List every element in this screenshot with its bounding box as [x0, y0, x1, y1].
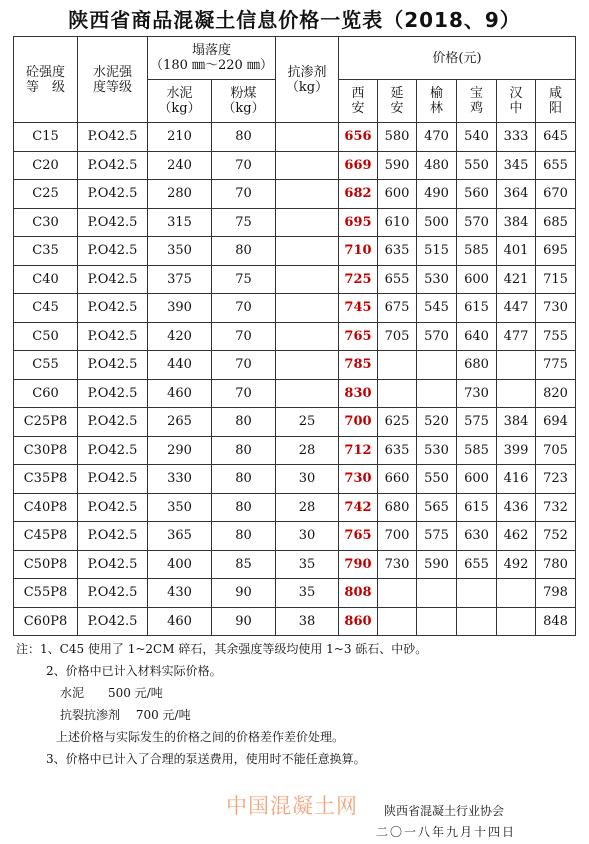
note-line: 注：1、C45 使用了 1~2CM 碎石，其余强度等级均使用 1~3 砾石、中砂。 — [16, 642, 428, 656]
issue-date: 二〇一八年九月十四日 — [376, 825, 517, 839]
price-hanzhong-cell: 364 — [497, 180, 536, 209]
admixture-cell — [276, 123, 339, 152]
price-baoji-cell: 570 — [457, 208, 497, 237]
cement-grade-cell: P.O42.5 — [78, 379, 148, 408]
price-xianyang-cell: 732 — [536, 493, 576, 522]
cement-cell: 420 — [148, 322, 212, 351]
flyash-cell: 75 — [212, 208, 276, 237]
price-yanan-cell: 680 — [378, 493, 417, 522]
price-yulin-cell: 480 — [417, 151, 457, 180]
price-yanan-cell: 635 — [378, 436, 417, 465]
flyash-cell: 70 — [212, 351, 276, 380]
header-city-hanzhong: 汉 中 — [497, 80, 536, 123]
price-yanan-cell: 705 — [378, 322, 417, 351]
header-city-yanan: 延 安 — [378, 80, 417, 123]
grade-cell: C60 — [14, 379, 78, 408]
admixture-cell: 25 — [276, 408, 339, 437]
price-yanan-cell: 635 — [378, 237, 417, 266]
price-yulin-cell: 515 — [417, 237, 457, 266]
grade-cell: C60P8 — [14, 607, 78, 636]
grade-cell: C15 — [14, 123, 78, 152]
price-yulin-cell: 520 — [417, 408, 457, 437]
cement-grade-cell: P.O42.5 — [78, 550, 148, 579]
cement-cell: 350 — [148, 493, 212, 522]
price-xian-cell: 830 — [339, 379, 378, 408]
grade-cell: C25P8 — [14, 408, 78, 437]
cement-cell: 350 — [148, 237, 212, 266]
price-xian-cell: 765 — [339, 522, 378, 551]
price-hanzhong-cell — [497, 579, 536, 608]
price-xianyang-cell: 780 — [536, 550, 576, 579]
price-xianyang-cell: 645 — [536, 123, 576, 152]
cement-grade-cell: P.O42.5 — [78, 294, 148, 323]
flyash-cell: 80 — [212, 465, 276, 494]
flyash-cell: 70 — [212, 294, 276, 323]
price-yulin-cell — [417, 351, 457, 380]
price-hanzhong-cell — [497, 351, 536, 380]
price-xian-cell: 669 — [339, 151, 378, 180]
price-yanan-cell — [378, 579, 417, 608]
admixture-cell — [276, 265, 339, 294]
header-city-xian: 西 安 — [339, 80, 378, 123]
price-baoji-cell — [457, 579, 497, 608]
flyash-cell: 70 — [212, 151, 276, 180]
grade-cell: C45P8 — [14, 522, 78, 551]
grade-cell: C35P8 — [14, 465, 78, 494]
price-yulin-cell: 545 — [417, 294, 457, 323]
cement-grade-cell: P.O42.5 — [78, 522, 148, 551]
price-yulin-cell: 470 — [417, 123, 457, 152]
admixture-cell — [276, 351, 339, 380]
admixture-cell — [276, 151, 339, 180]
cement-grade-cell: P.O42.5 — [78, 607, 148, 636]
header-slump: 塌落度 （180 ㎜～220 ㎜） — [148, 37, 276, 80]
price-baoji-cell: 615 — [457, 294, 497, 323]
grade-cell: C45 — [14, 294, 78, 323]
flyash-cell: 85 — [212, 550, 276, 579]
price-yanan-cell: 600 — [378, 180, 417, 209]
price-baoji-cell: 575 — [457, 408, 497, 437]
price-hanzhong-cell: 345 — [497, 151, 536, 180]
table-row — [14, 550, 576, 579]
price-xian-cell: 730 — [339, 465, 378, 494]
cement-grade-cell: P.O42.5 — [78, 265, 148, 294]
grade-cell: C20 — [14, 151, 78, 180]
price-yulin-cell — [417, 579, 457, 608]
admixture-cell — [276, 237, 339, 266]
cement-cell: 375 — [148, 265, 212, 294]
organization: 陕西省混凝土行业协会 — [384, 804, 505, 818]
cement-grade-cell: P.O42.5 — [78, 123, 148, 152]
cement-cell: 240 — [148, 151, 212, 180]
table-row — [14, 294, 576, 323]
price-xianyang-cell: 820 — [536, 379, 576, 408]
price-yulin-cell: 575 — [417, 522, 457, 551]
flyash-cell: 75 — [212, 265, 276, 294]
price-yanan-cell — [378, 351, 417, 380]
flyash-cell: 70 — [212, 322, 276, 351]
table-row — [14, 151, 576, 180]
grade-cell: C55P8 — [14, 579, 78, 608]
price-table — [13, 36, 576, 636]
grade-cell: C30 — [14, 208, 78, 237]
price-hanzhong-cell — [497, 607, 536, 636]
flyash-cell: 80 — [212, 237, 276, 266]
price-xian-cell: 742 — [339, 493, 378, 522]
cement-cell: 330 — [148, 465, 212, 494]
price-xian-cell: 785 — [339, 351, 378, 380]
price-baoji-cell: 730 — [457, 379, 497, 408]
price-hanzhong-cell: 384 — [497, 408, 536, 437]
price-xianyang-cell: 723 — [536, 465, 576, 494]
cement-grade-cell: P.O42.5 — [78, 351, 148, 380]
cement-cell: 390 — [148, 294, 212, 323]
price-xianyang-cell: 798 — [536, 579, 576, 608]
price-yulin-cell — [417, 607, 457, 636]
table-row — [14, 522, 576, 551]
price-xian-cell: 682 — [339, 180, 378, 209]
cement-grade-cell: P.O42.5 — [78, 180, 148, 209]
price-xianyang-cell: 848 — [536, 607, 576, 636]
admixture-cell: 35 — [276, 550, 339, 579]
cement-cell: 430 — [148, 579, 212, 608]
cement-cell: 290 — [148, 436, 212, 465]
note-line: 抗裂抗渗剂 700 元/吨 — [60, 708, 191, 722]
header-cement: 水泥 （kg） — [148, 80, 212, 123]
cement-cell: 365 — [148, 522, 212, 551]
price-hanzhong-cell — [497, 379, 536, 408]
flyash-cell: 80 — [212, 123, 276, 152]
notes — [16, 638, 576, 770]
note-line: 水泥 500 元/吨 — [60, 686, 163, 700]
price-yulin-cell: 530 — [417, 265, 457, 294]
price-hanzhong-cell: 462 — [497, 522, 536, 551]
table-row — [14, 265, 576, 294]
cement-cell: 460 — [148, 607, 212, 636]
table-row — [14, 237, 576, 266]
price-xianyang-cell: 695 — [536, 237, 576, 266]
cement-grade-cell: P.O42.5 — [78, 151, 148, 180]
price-yanan-cell: 660 — [378, 465, 417, 494]
price-yanan-cell: 625 — [378, 408, 417, 437]
table-row — [14, 180, 576, 209]
admixture-cell — [276, 322, 339, 351]
table-row — [14, 607, 576, 636]
price-xian-cell: 745 — [339, 294, 378, 323]
price-xianyang-cell: 715 — [536, 265, 576, 294]
price-yanan-cell: 700 — [378, 522, 417, 551]
table-row — [14, 408, 576, 437]
grade-cell: C55 — [14, 351, 78, 380]
price-hanzhong-cell: 447 — [497, 294, 536, 323]
flyash-cell: 80 — [212, 436, 276, 465]
cement-grade-cell: P.O42.5 — [78, 408, 148, 437]
admixture-cell: 35 — [276, 579, 339, 608]
price-xianyang-cell: 655 — [536, 151, 576, 180]
price-yulin-cell: 550 — [417, 465, 457, 494]
price-hanzhong-cell: 416 — [497, 465, 536, 494]
price-yanan-cell: 730 — [378, 550, 417, 579]
grade-cell: C40P8 — [14, 493, 78, 522]
price-hanzhong-cell: 384 — [497, 208, 536, 237]
price-hanzhong-cell: 421 — [497, 265, 536, 294]
cement-grade-cell: P.O42.5 — [78, 208, 148, 237]
price-xianyang-cell: 752 — [536, 522, 576, 551]
price-yanan-cell: 580 — [378, 123, 417, 152]
note-line: 3、价格中已计入了合理的泵送费用，使用时不能任意换算。 — [46, 752, 366, 766]
price-xian-cell: 860 — [339, 607, 378, 636]
price-xianyang-cell: 730 — [536, 294, 576, 323]
price-hanzhong-cell: 399 — [497, 436, 536, 465]
price-baoji-cell: 585 — [457, 237, 497, 266]
price-hanzhong-cell: 477 — [497, 322, 536, 351]
cement-grade-cell: P.O42.5 — [78, 237, 148, 266]
price-baoji-cell: 585 — [457, 436, 497, 465]
price-baoji-cell: 655 — [457, 550, 497, 579]
price-baoji-cell: 540 — [457, 123, 497, 152]
cement-grade-cell: P.O42.5 — [78, 465, 148, 494]
price-xianyang-cell: 755 — [536, 322, 576, 351]
note-line: 上述价格与实际发生的价格之间的价格差作差价处理。 — [56, 730, 345, 744]
admixture-cell — [276, 180, 339, 209]
price-yanan-cell: 610 — [378, 208, 417, 237]
price-baoji-cell: 600 — [457, 265, 497, 294]
price-xian-cell: 790 — [339, 550, 378, 579]
price-xianyang-cell: 670 — [536, 180, 576, 209]
page-title: 陕西省商品混凝土信息价格一览表（2018、9） — [68, 8, 521, 32]
price-baoji-cell: 680 — [457, 351, 497, 380]
flyash-cell: 80 — [212, 522, 276, 551]
watermark: 中国混凝土网 — [226, 794, 358, 818]
flyash-cell: 90 — [212, 607, 276, 636]
admixture-cell — [276, 294, 339, 323]
table-row — [14, 379, 576, 408]
price-yulin-cell: 570 — [417, 322, 457, 351]
price-xianyang-cell: 705 — [536, 436, 576, 465]
grade-cell: C50P8 — [14, 550, 78, 579]
price-xian-cell: 712 — [339, 436, 378, 465]
cement-cell: 265 — [148, 408, 212, 437]
grade-cell: C25 — [14, 180, 78, 209]
price-baoji-cell: 630 — [457, 522, 497, 551]
price-yanan-cell: 655 — [378, 265, 417, 294]
price-yanan-cell — [378, 379, 417, 408]
flyash-cell: 80 — [212, 493, 276, 522]
flyash-cell: 90 — [212, 579, 276, 608]
price-xian-cell: 808 — [339, 579, 378, 608]
cement-grade-cell: P.O42.5 — [78, 436, 148, 465]
cement-cell: 210 — [148, 123, 212, 152]
table-row — [14, 436, 576, 465]
price-hanzhong-cell: 492 — [497, 550, 536, 579]
admixture-cell: 28 — [276, 493, 339, 522]
flyash-cell: 70 — [212, 379, 276, 408]
header-city-baoji: 宝 鸡 — [457, 80, 497, 123]
grade-cell: C40 — [14, 265, 78, 294]
header-city-yulin: 榆 林 — [417, 80, 457, 123]
admixture-cell: 38 — [276, 607, 339, 636]
price-yulin-cell — [417, 379, 457, 408]
price-xian-cell: 656 — [339, 123, 378, 152]
header-price: 价格(元) — [339, 37, 576, 80]
table-row — [14, 322, 576, 351]
cement-grade-cell: P.O42.5 — [78, 579, 148, 608]
table-row — [14, 208, 576, 237]
cement-cell: 460 — [148, 379, 212, 408]
price-baoji-cell: 600 — [457, 465, 497, 494]
header-city-xianyang: 咸 阳 — [536, 80, 576, 123]
price-xian-cell: 695 — [339, 208, 378, 237]
cement-cell: 440 — [148, 351, 212, 380]
price-yanan-cell — [378, 607, 417, 636]
cement-cell: 400 — [148, 550, 212, 579]
price-baoji-cell: 640 — [457, 322, 497, 351]
price-yanan-cell: 590 — [378, 151, 417, 180]
cement-cell: 315 — [148, 208, 212, 237]
price-xian-cell: 725 — [339, 265, 378, 294]
price-hanzhong-cell: 333 — [497, 123, 536, 152]
price-xian-cell: 765 — [339, 322, 378, 351]
price-baoji-cell: 615 — [457, 493, 497, 522]
note-line: 2、价格中已计入材料实际价格。 — [46, 664, 222, 678]
price-baoji-cell: 560 — [457, 180, 497, 209]
table-row — [14, 351, 576, 380]
price-xian-cell: 700 — [339, 408, 378, 437]
grade-cell: C35 — [14, 237, 78, 266]
price-xianyang-cell: 775 — [536, 351, 576, 380]
cement-cell: 280 — [148, 180, 212, 209]
header-flyash: 粉煤 （kg） — [212, 80, 276, 123]
price-xianyang-cell: 694 — [536, 408, 576, 437]
header-grade: 砼强度 等 级 — [14, 37, 78, 123]
admixture-cell: 30 — [276, 522, 339, 551]
price-yanan-cell: 675 — [378, 294, 417, 323]
admixture-cell — [276, 379, 339, 408]
price-yulin-cell: 530 — [417, 436, 457, 465]
table-row — [14, 493, 576, 522]
header-admixture: 抗渗剂 （kg） — [276, 37, 339, 123]
table-row — [14, 123, 576, 152]
grade-cell: C50 — [14, 322, 78, 351]
price-xianyang-cell: 685 — [536, 208, 576, 237]
cement-grade-cell: P.O42.5 — [78, 493, 148, 522]
admixture-cell — [276, 208, 339, 237]
price-hanzhong-cell: 401 — [497, 237, 536, 266]
table-row — [14, 579, 576, 608]
admixture-cell: 30 — [276, 465, 339, 494]
price-yulin-cell: 590 — [417, 550, 457, 579]
flyash-cell: 70 — [212, 180, 276, 209]
price-yulin-cell: 565 — [417, 493, 457, 522]
cement-grade-cell: P.O42.5 — [78, 322, 148, 351]
price-baoji-cell — [457, 607, 497, 636]
flyash-cell: 80 — [212, 408, 276, 437]
price-yulin-cell: 500 — [417, 208, 457, 237]
header-cement-grade: 水泥强 度等级 — [78, 37, 148, 123]
table-row — [14, 465, 576, 494]
price-xian-cell: 710 — [339, 237, 378, 266]
grade-cell: C30P8 — [14, 436, 78, 465]
price-hanzhong-cell: 436 — [497, 493, 536, 522]
price-yulin-cell: 490 — [417, 180, 457, 209]
price-baoji-cell: 550 — [457, 151, 497, 180]
admixture-cell: 28 — [276, 436, 339, 465]
